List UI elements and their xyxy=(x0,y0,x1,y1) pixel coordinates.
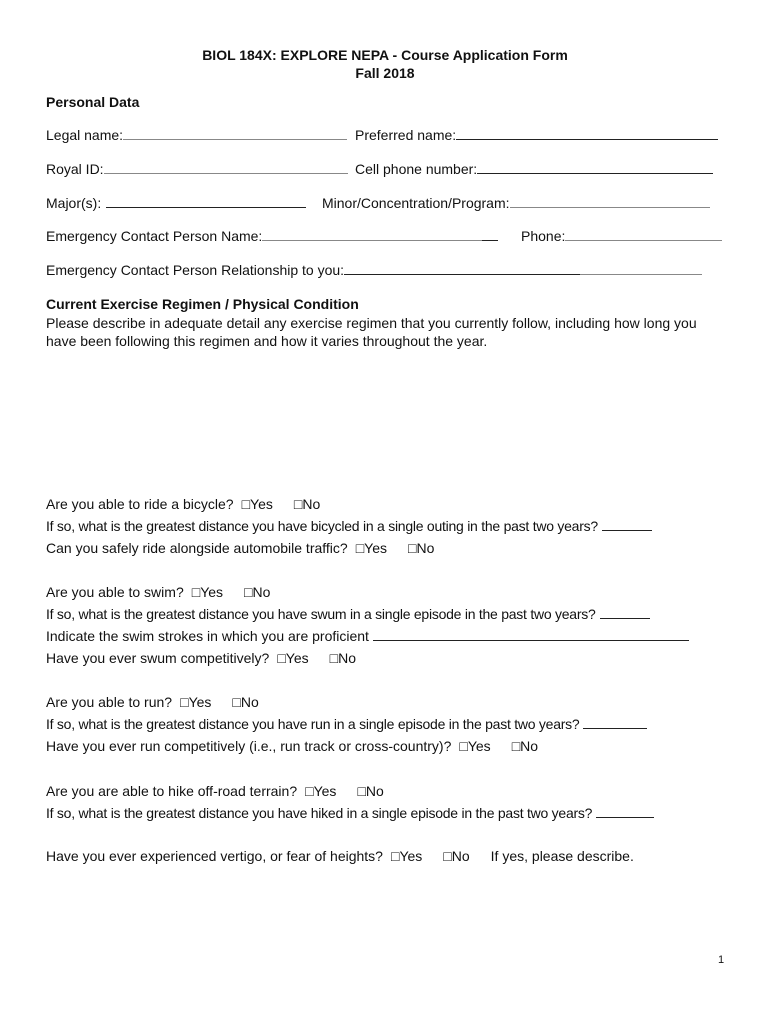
bicycle-no-checkbox[interactable]: □ xyxy=(293,496,303,512)
legal-name-field[interactable] xyxy=(123,126,347,140)
page-number: 1 xyxy=(718,954,725,966)
bicycle-q2-text: If so, what is the greatest distance you have bicycled in a single outing in the past two years? xyxy=(46,518,598,534)
run-q2-row xyxy=(46,715,647,733)
hike-q2-text: If so, what is the greatest distance you have hiked in a single episode in the past two years? xyxy=(46,805,593,821)
preferred-name-label: Preferred name: xyxy=(355,127,457,143)
traffic-yes-label: Yes xyxy=(364,540,388,556)
cell-phone-row xyxy=(355,160,713,178)
vertigo-no-checkbox[interactable]: □ xyxy=(443,848,452,864)
emergency-name-label: Emergency Contact Person Name: xyxy=(46,228,263,244)
cell-phone-label: Cell phone number: xyxy=(355,161,478,177)
bicycle-yes-checkbox[interactable]: □ xyxy=(241,496,251,512)
exercise-response-area[interactable] xyxy=(46,352,726,488)
phone-row xyxy=(521,227,722,245)
bicycle-q1-text: Are you able to ride a bicycle? xyxy=(46,496,234,512)
traffic-no-checkbox[interactable]: □ xyxy=(408,540,417,556)
exercise-heading: Current Exercise Regimen / Physical Condition xyxy=(46,296,359,312)
majors-field[interactable] xyxy=(106,194,306,208)
royal-id-label: Royal ID: xyxy=(46,161,104,177)
majors-row xyxy=(46,194,306,212)
minor-field[interactable] xyxy=(510,194,710,208)
vertigo-no-label: No xyxy=(451,848,470,864)
run-competitive-no-label: No xyxy=(520,738,539,754)
hike-no-label: No xyxy=(365,783,384,799)
bicycle-q2-row xyxy=(46,517,652,535)
traffic-yes-checkbox[interactable]: □ xyxy=(355,540,365,556)
run-competitive-yes-label: Yes xyxy=(467,738,491,754)
run-no-checkbox[interactable]: □ xyxy=(232,694,241,710)
vertigo-row xyxy=(46,847,634,865)
swim-q1-row xyxy=(46,583,270,601)
swim-q3-row xyxy=(46,627,689,645)
emergency-relationship-label: Emergency Contact Person Relationship to you: xyxy=(46,262,345,278)
swim-yes-checkbox[interactable]: □ xyxy=(191,584,201,600)
vertigo-description-area[interactable] xyxy=(46,872,726,942)
run-distance-field[interactable] xyxy=(583,715,647,729)
bicycle-distance-field[interactable] xyxy=(602,517,652,531)
hike-q2-row xyxy=(46,804,654,822)
cell-phone-field[interactable] xyxy=(477,160,713,174)
emergency-name-row xyxy=(46,227,498,245)
run-yes-checkbox[interactable]: □ xyxy=(180,694,189,710)
hike-yes-checkbox[interactable]: □ xyxy=(305,783,314,799)
swim-yes-label: Yes xyxy=(200,584,224,600)
legal-name-label: Legal name: xyxy=(46,127,124,143)
swim-no-label: No xyxy=(252,584,271,600)
bicycle-yes-label: Yes xyxy=(250,496,273,512)
swim-no-checkbox[interactable]: □ xyxy=(244,584,253,600)
hike-distance-field[interactable] xyxy=(596,804,654,818)
swim-q1-text: Are you able to swim? xyxy=(46,584,184,600)
bicycle-q3-text: Can you safely ride alongside automobile traffic? xyxy=(46,540,348,556)
run-q1-row xyxy=(46,693,259,711)
emergency-relationship-field[interactable] xyxy=(344,261,580,275)
hike-q1-text: Are you are able to hike off-road terrain? xyxy=(46,783,298,799)
swim-q3-text: Indicate the swim strokes in which you are proficient xyxy=(46,628,369,644)
legal-name-row xyxy=(46,126,347,144)
preferred-name-row xyxy=(355,126,718,144)
swim-strokes-field[interactable] xyxy=(373,627,689,641)
run-competitive-yes-checkbox[interactable]: □ xyxy=(459,738,468,754)
emergency-name-field[interactable] xyxy=(262,227,482,241)
majors-label: Major(s): xyxy=(46,195,102,211)
vertigo-followup-text: If yes, please describe. xyxy=(490,848,634,864)
swim-distance-field[interactable] xyxy=(600,605,650,619)
run-q2-text: If so, what is the greatest distance you have run in a single episode in the past two years? xyxy=(46,716,580,732)
hike-yes-label: Yes xyxy=(313,783,337,799)
traffic-no-label: No xyxy=(416,540,435,556)
phone-label: Phone: xyxy=(521,228,566,244)
run-competitive-no-checkbox[interactable]: □ xyxy=(511,738,521,754)
run-q1-text: Are you able to run? xyxy=(46,694,173,710)
minor-label: Minor/Concentration/Program: xyxy=(322,195,510,211)
swim-competitive-yes-checkbox[interactable]: □ xyxy=(277,650,286,666)
royal-id-field[interactable] xyxy=(104,160,348,174)
exercise-instructions: Please describe in adequate detail any exercise regimen that you currently follow, including how long you have been following this regimen and how it varies throughout the year. xyxy=(46,315,697,349)
swim-q2-text: If so, what is the greatest distance you have swum in a single episode in the past two years? xyxy=(46,606,596,622)
swim-competitive-no-checkbox[interactable]: □ xyxy=(329,650,339,666)
minor-row xyxy=(322,194,710,212)
vertigo-yes-label: Yes xyxy=(399,848,423,864)
swim-q2-row xyxy=(46,605,650,623)
vertigo-q1-text: Have you ever experienced vertigo, or fear of heights? xyxy=(46,848,383,864)
run-yes-label: Yes xyxy=(188,694,212,710)
bicycle-q3-row xyxy=(46,539,434,557)
emergency-relationship-row xyxy=(46,261,702,279)
personal-data-heading: Personal Data xyxy=(46,94,140,110)
run-q3-row xyxy=(46,737,538,755)
swim-competitive-yes-label: Yes xyxy=(285,650,309,666)
bicycle-q1-row xyxy=(46,495,320,513)
swim-q4-text: Have you ever swum competitively? xyxy=(46,650,270,666)
bicycle-no-label: No xyxy=(302,496,321,512)
swim-competitive-no-label: No xyxy=(338,650,356,666)
vertigo-yes-checkbox[interactable]: □ xyxy=(390,848,400,864)
hike-no-checkbox[interactable]: □ xyxy=(357,783,366,799)
run-q3-text: Have you ever run competitively (i.e., run track or cross-country)? xyxy=(46,738,452,754)
preferred-name-field[interactable] xyxy=(456,126,718,140)
run-no-label: No xyxy=(240,694,259,710)
royal-id-row xyxy=(46,160,348,178)
hike-q1-row xyxy=(46,782,384,800)
form-title: BIOL 184X: EXPLORE NEPA - Course Application Form xyxy=(202,47,568,63)
swim-q4-row xyxy=(46,649,356,667)
form-term: Fall 2018 xyxy=(355,65,415,81)
phone-field[interactable] xyxy=(565,227,722,241)
